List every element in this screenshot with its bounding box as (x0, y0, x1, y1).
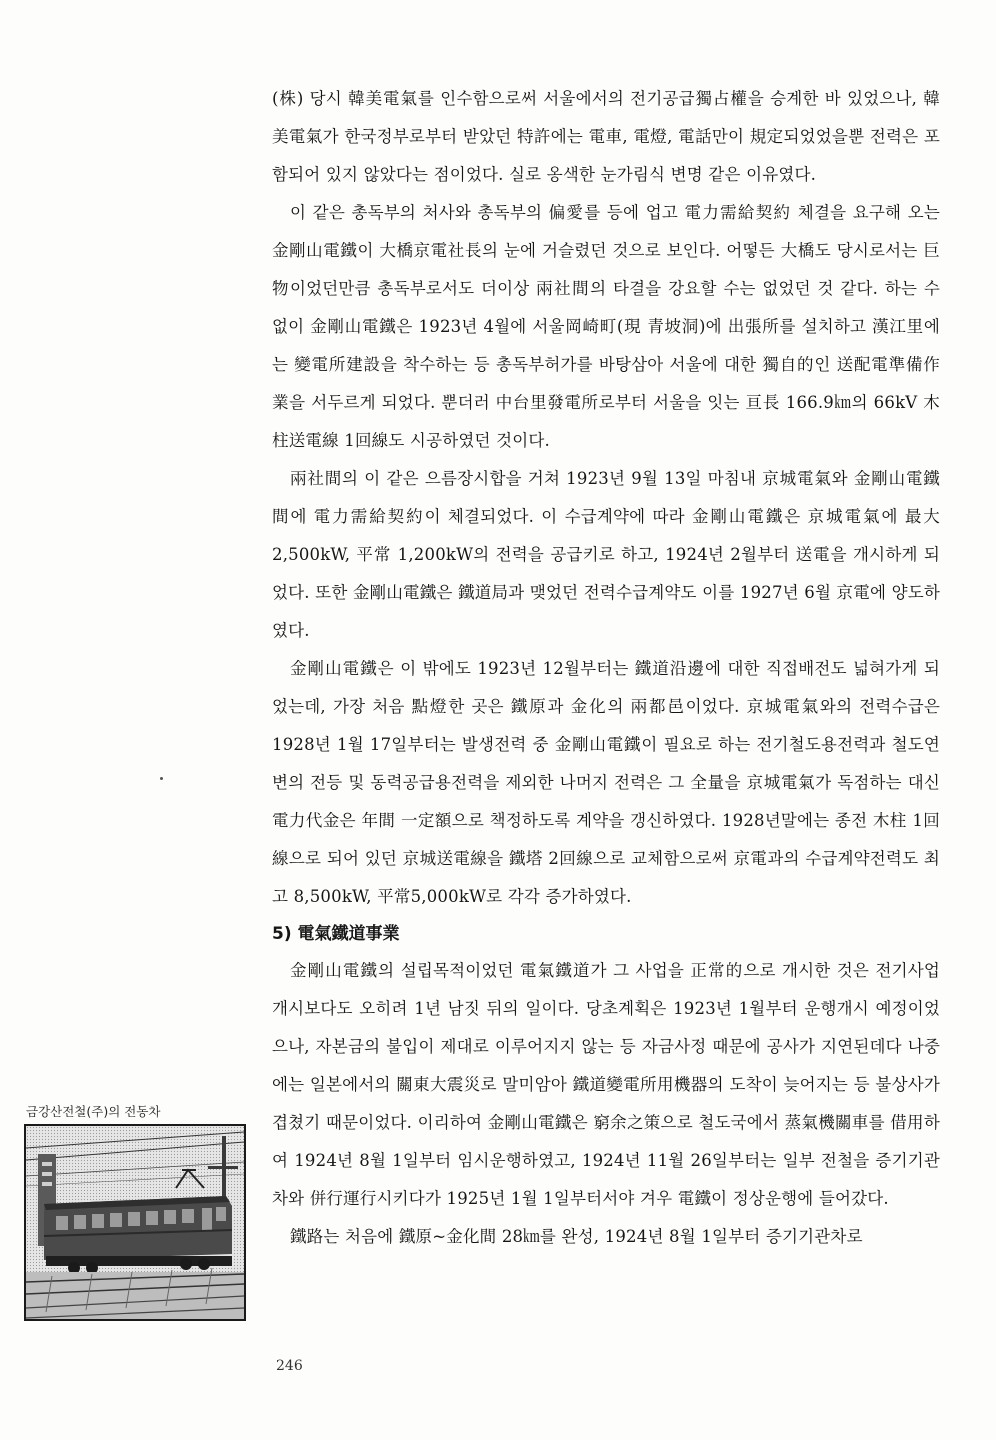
paragraph-6: 鐵路는 처음에 鐵原~金化間 28㎞를 완성, 1924년 8월 1일부터 증기기관차로 (290, 1227, 863, 1246)
paragraph-4: 金剛山電鐵은 이 밖에도 1923년 12월부터는 鐵道沿邊에 대한 직접배전도 넓혀가게 되었는데, 가장 처음 點燈한 곳은 鐵原과 金化의 兩都邑이었다. 京城電氣와의 전력수급은 1928년 1월 17일부터는 발생전력 중 金剛山電鐵이 필요로 하는 전기철도용전력과 철도연변의 전등 및 동력공급용전력을 제외한 나머지 전력은 그 全量을 京城電氣가 독점하는 대신 電力代金은 年間 一定額으로 책정하도록 계약을 갱신하였다. 1928년말에는 종전 木柱 1回線으로 되어 있던 京城送電線을 鐵塔 2回線으로 교체함으로써 京電과의 수급계약전력도 최고 8,500kW, 平常5,000kW로 각각 증가하였다. (272, 659, 940, 906)
train-image (26, 1126, 244, 1319)
paragraph-2: 이 같은 총독부의 처사와 총독부의 偏愛를 등에 업고 電力需給契約 체결을 요구해 오는 金剛山電鐵이 大橋京電社長의 눈에 거슬렸던 것으로 보인다. 어떻든 大橋도 당시로서는 巨物이었던만큼 총독부로서도 더이상 兩社間의 타결을 강요할 수는 없었던 것 같다. 하는 수 없이 金剛山電鐵은 1923년 4월에 서울岡崎町(現 青坡洞)에 出張所를 설치하고 漢江里에는 變電所建設을 착수하는 등 총독부허가를 바탕삼아 서울에 대한 獨自的인 送配電準備作業을 서두르게 되었다. 뿐더러 中台里發電所로부터 서울을 잇는 亘長 166.9㎞의 66kV 木柱送電線 1回線도 시공하였던 것이다. (272, 203, 940, 450)
paragraph-3: 兩社間의 이 같은 으름장시합을 거쳐 1923년 9월 13일 마침내 京城電氣와 金剛山電鐵間에 電力需給契約이 체결되었다. 이 수급계약에 따라 金剛山電鐵은 京城電氣에 最大 2,500kW, 平常 1,200kW의 전력을 공급키로 하고, 1924년 2월부터 送電을 개시하게 되었다. 또한 金剛山電鐵은 鐵道局과 맺었던 전력수급계약도 이를 1927년 6월 京電에 양도하였다. (272, 469, 940, 640)
figure-caption: 금강산전철(주)의 전동차 (26, 1104, 161, 1119)
scan-speck (160, 777, 163, 780)
page-number: 246 (276, 1358, 303, 1374)
paragraph-5: 金剛山電鐵의 설립목적이었던 電氣鐵道가 그 사업을 正常的으로 개시한 것은 전기사업 개시보다도 오히려 1년 남짓 뒤의 일이다. 당초계획은 1923년 1월부터 운행개시 예정이었으나, 자본금의 불입이 제대로 이루어지지 않는 등 자금사정 때문에 공사가 지연된데다 나중에는 일본에서의 關東大震災로 말미암아 鐵道變電所用機器의 도착이 늦어지는 등 불상사가 겹쳤기 때문이었다. 이리하여 金剛山電鐵은 窮余之策으로 철도국에서 蒸氣機關車를 借用하여 1924년 8월 1일부터 임시운행하였고, 1924년 11월 26일부터는 일부 전철을 증기기관차와 併行運行시키다가 1925년 1월 1일부터서야 겨우 電鐵이 정상운행에 들어갔다. (272, 961, 940, 1208)
main-text-column (272, 80, 940, 1256)
section-heading: 5) 電氣鐵道事業 (272, 924, 400, 944)
paragraph-1: (株) 당시 韓美電氣를 인수함으로써 서울에서의 전기공급獨占權을 승계한 바 있었으나, 韓美電氣가 한국정부로부터 받았던 特許에는 電車, 電燈, 電話만이 規定되었었을뿐 전력은 포함되어 있지 않았다는 점이었다. 실로 옹색한 눈가림식 변명 같은 이유였다. (272, 89, 940, 184)
electric-train-photo (24, 1124, 246, 1321)
